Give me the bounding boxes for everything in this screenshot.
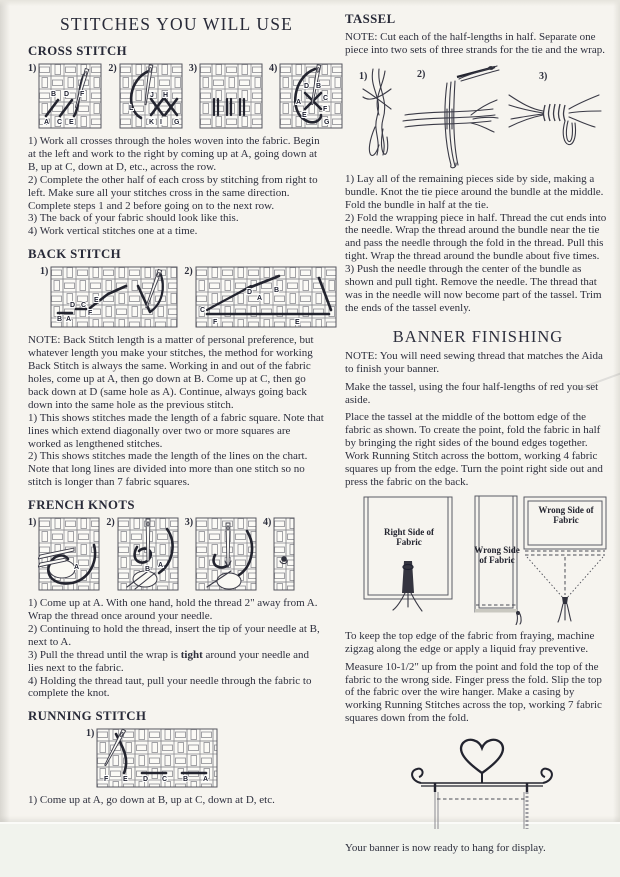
back-stitch-step: 2) This shows stitches made the length of the lines on the chart. Note that long lines are divided into more than one stitch so no stitch is longer than 7 fabric squares. — [28, 450, 308, 489]
stitch-letter: F — [88, 310, 93, 318]
closing-line: Your banner is now ready to hang for display. — [345, 842, 546, 855]
back-stitch-figure-2 — [195, 266, 337, 328]
banner-paragraph: Place the tassel at the middle of the bottom edge of the fabric as shown. To create the point, fold the fabric in half by bringing the right sides of the bound edges together. Work Running Stitch across the bottom, working 4 fabric squares up from the edge. Turn the point right side out and press the fabric on the back. — [345, 411, 603, 488]
banner-paragraph: Make the tassel, using the four half-lengths of red you set aside. — [345, 380, 599, 406]
cross-stitch-step: 2) Complete the other half of each cross by stitching from right to left. Make sure all your stitches cross in the same direction. Complete steps 1 and 2 before going on to the next row. — [28, 173, 318, 212]
french-knots-heading: FRENCH KNOTS — [28, 498, 135, 513]
scan-right-edge — [613, 0, 620, 877]
fabric-caption: Wrong Side of Fabric — [474, 544, 520, 566]
cross-stitch-figure-3 — [199, 63, 263, 129]
stitch-letter: E — [294, 319, 300, 327]
figure-label: 1) — [359, 70, 368, 82]
stitch-letter: B — [316, 83, 322, 90]
figure-label: 1) — [28, 517, 37, 529]
figure-label: 3) — [188, 63, 198, 74]
cross-stitch-figures — [28, 63, 330, 129]
right-side-fabric-figure — [361, 495, 457, 617]
cross-stitch-figure-1 — [38, 63, 102, 129]
cross-stitch-figure-2 — [119, 63, 183, 129]
stitch-letter: C — [199, 307, 205, 315]
french-knots-step — [28, 649, 325, 675]
tassel-step: 1) Lay all of the remaining pieces side by side, making a bundle. Knot the tie piece around the bundle at the middle. Fold the bundle in half at the tie. — [345, 172, 604, 211]
french-knots-step: 2) Continuing to hold the thread, insert the tip of your needle at B, next to A. — [28, 622, 320, 648]
tassel-step: 3) Push the needle through the center of the bundle as shown and pull tight. Remove the needle. The thread that was in the needle will now become part of the tassel. Trim the ends of the tassel evenly. — [345, 263, 602, 314]
french-knots-figure-2 — [117, 517, 179, 591]
stitch-letter: B — [144, 566, 150, 574]
french-knots-step: 4) Holding the thread taut, pull your needle through the fabric to complete the knot. — [28, 674, 312, 700]
cross-stitch-figure-4 — [279, 63, 343, 129]
figure-label: 2) — [108, 63, 117, 74]
cross-stitch-step: 3) The back of your fabric should look like this. — [28, 212, 239, 225]
figure-label: 2) — [106, 517, 115, 529]
stitch-letter: D — [70, 302, 76, 310]
stitch-letter: L — [128, 105, 133, 112]
figure-label: 1) — [28, 63, 37, 74]
step3-bold: tight — [180, 648, 203, 661]
figure-label: 1) — [86, 728, 95, 740]
running-stitch-figure-row — [28, 728, 325, 788]
figure-label: 4) — [263, 517, 272, 529]
french-knots-step: 1) Come up at A. With one hand, hold the thread 2" away from A. Wrap the thread once around your needle. — [28, 597, 318, 623]
stitch-letter: K — [148, 119, 154, 126]
stitch-letter: E — [123, 776, 129, 784]
figure-label: 2) — [417, 68, 426, 80]
stitch-letter: D — [64, 91, 70, 98]
stitch-letter: B — [57, 316, 63, 324]
wire-hanger-figure — [397, 729, 569, 833]
running-stitch-heading: RUNNING STITCH — [28, 709, 147, 724]
stitch-letter: A — [74, 564, 80, 572]
tassel-figure-2 — [401, 63, 501, 169]
cross-stitch-heading: CROSS STITCH — [28, 44, 128, 58]
figure-label: 2) — [184, 266, 193, 278]
figure-label: 4) — [269, 63, 278, 74]
back-stitch-heading: BACK STITCH — [28, 247, 121, 262]
stitch-letter: E — [69, 119, 75, 126]
scan-top-edge — [0, 0, 620, 6]
figure-label: 3) — [539, 70, 548, 82]
tassel-figures — [345, 63, 611, 169]
page-title: STITCHES YOU WILL USE — [59, 14, 294, 34]
stitch-letter: B — [51, 91, 57, 98]
stitch-letter: I — [159, 119, 162, 126]
stitch-letter: B — [183, 776, 189, 784]
stitch-letter: A — [256, 295, 262, 303]
scan-left-edge — [0, 0, 10, 877]
banner-finishing-heading: BANNER FINISHING — [392, 326, 564, 346]
stitch-letter: C — [162, 776, 168, 784]
stitch-letter: D — [304, 83, 310, 90]
stitch-letter: G — [324, 119, 330, 126]
banner-note: NOTE: You will need sewing thread that matches the Aida to finish your banner. — [345, 349, 603, 375]
cross-stitch-step: 1) Work all crosses through the holes woven into the fabric. Begin at the left and work to the right by coming up at A, going down at B, up at C, down at D, etc., across the row. — [28, 135, 320, 173]
banner-paragraph: To keep the top edge of the fabric from fraying, machine zigzag along the edge or apply a liquid fray preventive. — [345, 629, 595, 655]
stitch-letter: B — [273, 287, 279, 295]
figure-label: 1) — [40, 266, 49, 278]
tassel-heading: TASSEL — [345, 12, 396, 26]
cross-stitch-step: 4) Work vertical stitches one at a time. — [28, 225, 198, 238]
figure-label: 3) — [184, 517, 194, 529]
stitch-letter: F — [80, 91, 85, 98]
stitch-letter: E — [94, 297, 100, 305]
stitch-letter: A — [157, 562, 163, 570]
back-stitch-note: NOTE: Back Stitch length is a matter of personal preference, but whatever length you make your stitches, the method for working Back Stitch is always the same. Working in and out of the fabric holes, come up at A, then go down at B. Come up at C, then go back down at D (same hole as A). Continue, always going back down into the same hole as the previous stitch. — [28, 334, 314, 411]
back-stitch-figures — [28, 266, 325, 328]
french-knots-figure-3 — [195, 517, 257, 591]
stitch-letter: G — [173, 119, 180, 126]
stitch-letter: F — [212, 319, 217, 327]
french-knots-figure-4 — [273, 517, 295, 591]
fabric-caption: Wrong Side of Fabric — [538, 504, 594, 526]
stitch-letter: F — [104, 776, 109, 784]
stitch-letter: A — [44, 119, 50, 126]
stitch-letter: D — [246, 289, 252, 297]
stitch-letter: D — [143, 776, 149, 784]
step3-pre: 3) Pull the thread until the wrap is — [28, 648, 181, 661]
french-knots-figures — [28, 517, 325, 591]
stitch-letter: A — [203, 776, 209, 784]
back-stitch-step: 1) This shows stitches made the length of a fabric square. Note that lines which extend diagonally over two or more squares are worked as lengthened stitches. — [28, 411, 324, 450]
stitch-letter: C — [57, 119, 63, 126]
stitch-letter: C — [323, 95, 329, 102]
stitch-letter: F — [323, 106, 328, 113]
running-stitch-figure — [96, 728, 218, 788]
banner-fold-figures — [345, 493, 611, 625]
stitch-letter: C — [81, 302, 87, 310]
left-column — [28, 14, 330, 807]
tassel-figure-1 — [349, 67, 401, 169]
stitch-letter: E — [302, 112, 308, 119]
stitch-letter: A — [66, 316, 72, 324]
right-column — [345, 12, 611, 855]
french-knots-figure-1 — [38, 517, 100, 591]
banner-paragraph: Measure 10-1/2" up from the point and fold the top of the fabric to the wrong side. Finger press the fold. Slip the top of the fabric over the wire hanger. Make a casing by working Running Stitches across the top, working 7 fabric squares down from the fold. — [345, 660, 602, 725]
hanger-figure-box — [345, 729, 611, 837]
stitch-letter: J — [149, 92, 154, 99]
stitch-letter: H — [162, 92, 168, 99]
tassel-step: 2) Fold the wrapping piece in half. Thread the cut ends into the needle. Wrap the thread around the bundle near the tie and pass the needle through the fold in the thread. Pull this tight. Wrap the thread around the bundle about five times. — [345, 211, 607, 263]
fabric-caption: Right Side of Fabric — [383, 526, 434, 548]
tassel-note: NOTE: Cut each of the half-lengths in half. Separate one piece into two sets of three strands for the tie and the wrap. — [345, 31, 605, 56]
back-stitch-figure-1 — [50, 266, 178, 328]
tassel-figure-3 — [507, 69, 603, 165]
stitch-letter: A — [296, 99, 302, 106]
running-stitch-step: 1) Come up at A, go down at B, up at C, down at D, etc. — [28, 794, 275, 807]
step3-post: around your needle and lies next to the fabric. — [28, 648, 310, 674]
